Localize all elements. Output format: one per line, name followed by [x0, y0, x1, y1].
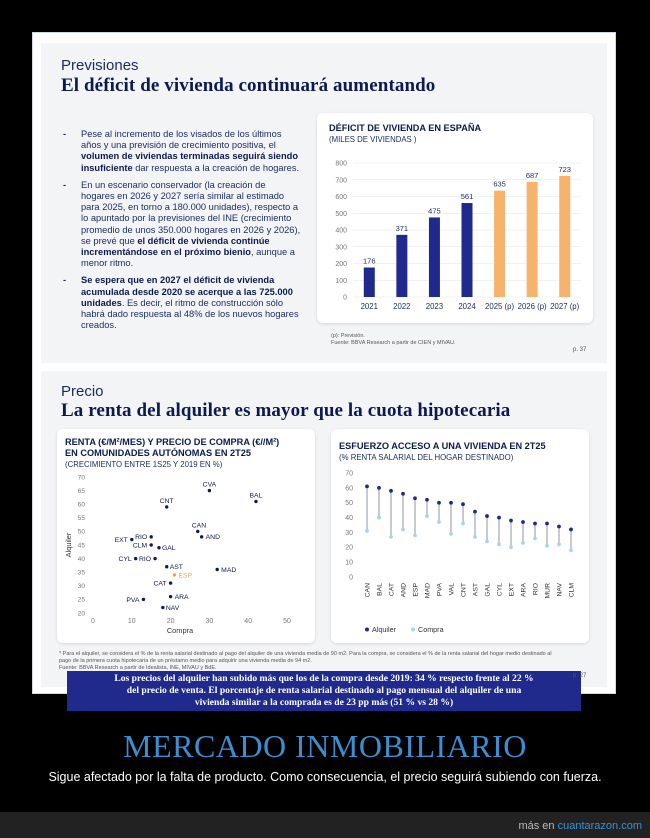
slide2-headline: La renta del alquiler es mayor que la cuota hipotecaria: [61, 400, 511, 421]
compra-point: [569, 548, 573, 552]
y-tick-label: 700: [335, 177, 347, 185]
alquiler-point: [461, 502, 465, 506]
point-label: BAL: [249, 492, 263, 500]
bullet-dash: -: [63, 275, 67, 286]
point-label: CAN: [191, 522, 207, 530]
bullet-item: [63, 129, 301, 174]
x-tick-label: CNT: [460, 583, 468, 597]
scatter-point: [130, 538, 133, 541]
effort-subtitle: (% RENTA SALARIAL DEL HOGAR DESTINADO): [339, 453, 514, 462]
x-tick-label: ESP: [412, 583, 420, 597]
scatter-point: [196, 530, 199, 533]
compra-point: [377, 516, 381, 520]
scatter-subtitle: (CRECIMIENTO ENTRE 1S25 Y 2019 EN %): [65, 460, 223, 469]
alquiler-point: [533, 522, 537, 526]
scatter-point: [173, 573, 176, 576]
compra-point: [413, 534, 417, 538]
bar-value-label: 635: [493, 179, 506, 189]
alquiler-point: [449, 501, 453, 505]
bar: [364, 268, 375, 297]
effort-title: ESFUERZO ACCESO A UNA VIVIENDA EN 2T25: [339, 441, 546, 451]
slide1-headline: El déficit de vivienda continuará aumentando: [61, 75, 436, 96]
x-tick-label: BAL: [376, 583, 384, 596]
x-tick-label: RIO: [532, 583, 540, 596]
x-tick-label: 10: [127, 618, 136, 625]
scatter-point: [153, 557, 156, 560]
compra-point: [437, 520, 441, 524]
scatter-point: [150, 543, 153, 546]
footer-bar: [0, 812, 650, 838]
scatter-point: [208, 489, 211, 492]
y-tick-label: 30: [77, 583, 85, 591]
x-tick-label: 2027 (p): [550, 302, 580, 311]
y-tick-label: 500: [335, 210, 347, 218]
point-label: CNT: [159, 497, 174, 505]
y-tick-label: 200: [335, 261, 347, 268]
y-tick-label: 50: [345, 500, 353, 508]
footer-site-link[interactable]: cuantarazon.com: [557, 820, 642, 832]
scatter-point: [157, 546, 160, 549]
bullet-dash: -: [63, 179, 67, 190]
bar-value-label: 176: [363, 256, 376, 266]
scatter-title-line-2: EN COMUNIDADES AUTÓNOMAS EN 2T25: [65, 448, 251, 458]
scatter-point: [161, 606, 164, 609]
compra-point: [401, 528, 405, 532]
alquiler-point: [545, 522, 549, 526]
alquiler-point: [401, 492, 405, 496]
bullet-dash: -: [63, 129, 67, 139]
x-tick-label: VAL: [448, 583, 456, 596]
alquiler-point: [569, 528, 573, 532]
compra-point: [497, 542, 501, 546]
scatter-point: [142, 598, 145, 601]
x-axis-label: Compra: [166, 626, 194, 635]
point-label: CAT: [153, 580, 167, 588]
x-tick-label: 2021: [360, 302, 378, 311]
scatter-point: [165, 505, 168, 508]
footer-prefix: más en: [518, 820, 558, 832]
deficit-chart-card: [317, 113, 593, 323]
y-tick-label: 300: [335, 244, 347, 252]
x-tick-label: 20: [166, 618, 175, 625]
compra-point: [509, 545, 513, 549]
legend-alquiler-marker: [365, 628, 369, 632]
y-tick-label: 55: [77, 515, 85, 523]
y-tick-label: 40: [345, 514, 353, 522]
compra-point: [485, 539, 489, 543]
slide2-note-3: Fuente: BBVA Research a partir de Idealista, INE, MIVAU y BdE.: [59, 665, 217, 671]
deficit-chart-subtitle: (MILES DE VIVIENDAS ): [329, 135, 417, 144]
slide-deficit: [41, 43, 607, 363]
alquiler-point: [413, 496, 417, 500]
bullet-text: Pese al incremento de los visados de los últimos años y una previsión de crecimiento positiva, el: [81, 129, 282, 151]
scatter-point: [150, 535, 153, 538]
bullet-bold-text: volumen de viviendas terminadas seguirá siendo insuficiente: [81, 151, 299, 173]
compra-point: [533, 536, 537, 540]
alquiler-point: [473, 510, 477, 514]
alquiler-point: [389, 489, 393, 493]
legend-compra-label: Compra: [418, 625, 444, 634]
point-label: RIO: [138, 556, 152, 563]
footer-text: [518, 820, 642, 832]
bullet-text: , aunque a menor ritmo.: [81, 247, 295, 269]
bullet-text: En un escenario conservador (la creación de hogares en 2026 y 2027 sería similar al estimado para 2025, en torno a 180.000 unidades), respecto a lo apuntado por la previsiones del INE (crecimiento promedio de unos 350.000 hogares en 2026 y 2026), se prevé que: [81, 179, 301, 246]
y-tick-label: 30: [345, 529, 353, 537]
bullet-list: [63, 129, 301, 337]
legend-compra-marker: [411, 628, 415, 632]
y-tick-label: 600: [335, 194, 347, 201]
alquiler-point: [377, 486, 381, 490]
bar-value-label: 687: [525, 170, 539, 180]
slide2-note-2: pago de la primera cuota hipotecaria de un préstamo medio para adquirir una vivienda media de 94 m2.: [59, 658, 312, 664]
compra-point: [389, 535, 393, 539]
deficit-bar-chart: [317, 113, 593, 323]
y-tick-label: 100: [335, 277, 347, 285]
bar: [559, 176, 570, 297]
bar-value-label: 371: [395, 223, 409, 233]
caption-text: Sigue afectado por la falta de producto. Como consecuencia, el precio seguirá subiendo con fuerza.: [48, 770, 602, 784]
alquiler-point: [497, 516, 501, 520]
alquiler-point: [509, 519, 513, 523]
x-tick-label: NAV: [556, 583, 564, 597]
deficit-chart-title: DÉFICIT DE VIVIENDA EN ESPAÑA: [329, 123, 482, 133]
compra-point: [461, 522, 465, 526]
y-tick-label: 800: [335, 160, 347, 168]
x-tick-label: 0: [91, 618, 95, 625]
slide2-kicker: Precio: [61, 383, 104, 400]
legend-alquiler-label: Alquiler: [372, 625, 396, 634]
slides-frame: [32, 32, 616, 708]
x-tick-label: 2022: [393, 302, 411, 311]
y-tick-label: 50: [77, 528, 85, 536]
scatter-point: [169, 581, 172, 584]
x-tick-label: 30: [205, 618, 214, 625]
scatter-point: [254, 500, 257, 503]
scatter-point: [215, 568, 218, 571]
bar: [494, 191, 505, 297]
bullet-bold-text: Se espera que en 2027 el déficit de vivienda acumulada desde 2020 se acerque a las 725.000 unidades: [81, 275, 293, 308]
scatter-point: [134, 557, 137, 560]
alquiler-point: [521, 520, 525, 524]
y-tick-label: 10: [345, 559, 353, 567]
point-label: CYL: [118, 556, 132, 563]
y-tick-label: 0: [349, 574, 353, 582]
compra-point: [473, 535, 477, 539]
x-tick-label: CAN: [364, 583, 372, 598]
bar: [527, 182, 538, 297]
x-tick-label: ARA: [520, 583, 528, 597]
caption-title: MERCADO INMOBILIARIO: [123, 728, 527, 764]
slide1-kicker: Previsiones: [61, 57, 139, 74]
scatter-card: [57, 429, 315, 643]
x-tick-label: AND: [400, 583, 408, 598]
scatter-point: [200, 535, 203, 538]
point-label: ESP: [178, 572, 193, 580]
x-tick-label: 2025 (p): [485, 302, 515, 311]
y-axis-label: Alquiler: [64, 532, 73, 558]
alquiler-point: [485, 514, 489, 518]
point-label: AST: [169, 564, 183, 572]
y-tick-label: 25: [77, 596, 85, 604]
x-tick-label: MUR: [544, 583, 552, 599]
point-label: ARA: [174, 594, 189, 602]
bar: [462, 203, 473, 297]
point-label: NAV: [165, 604, 180, 612]
compra-point: [449, 532, 453, 536]
compra-point: [557, 542, 561, 546]
banner-line-2: del precio de venta. El porcentaje de renta salarial destinado al pago mensual del alquiler de una: [126, 685, 522, 696]
scatter-title-line-1: RENTA (€/M²/MES) Y PRECIO DE COMPRA (€//M²): [65, 437, 280, 447]
x-tick-label: GAL: [484, 583, 492, 597]
point-label: MAD: [221, 566, 237, 574]
point-label: GAL: [161, 545, 176, 553]
y-tick-label: 400: [335, 227, 347, 235]
x-tick-label: AST: [472, 583, 480, 597]
bullet-text: . Es decir, el ritmo de construcción sólo habrá dado respuesta al 48% de los nuevos hogares creados.: [81, 297, 299, 331]
y-tick-label: 0: [343, 294, 347, 302]
point-label: CLM: [132, 542, 148, 550]
x-tick-label: 50: [283, 618, 291, 625]
slide-rent: [41, 371, 607, 708]
y-tick-label: 35: [77, 569, 85, 577]
bar: [396, 235, 407, 297]
compra-point: [521, 541, 525, 545]
scatter-point: [169, 595, 172, 598]
slide1-page-number: p. 37: [573, 347, 587, 353]
x-tick-label: 2024: [458, 302, 476, 311]
x-tick-label: PVA: [436, 583, 444, 597]
y-tick-label: 45: [77, 542, 85, 550]
slide1-note-2: Fuente: BBVA Research a partir de CIEN y MIVAU.: [331, 340, 456, 346]
slide2-page-number: p. 27: [573, 673, 587, 679]
alquiler-point: [425, 498, 429, 502]
point-label: PVA: [126, 596, 140, 604]
x-tick-label: 2026 (p): [517, 302, 547, 311]
effort-chart: [331, 429, 589, 643]
alquiler-point: [365, 484, 369, 488]
y-tick-label: 20: [345, 544, 353, 552]
x-tick-label: 2023: [425, 302, 444, 311]
point-label: EXT: [114, 536, 128, 544]
effort-card: [331, 429, 589, 643]
y-tick-label: 70: [77, 474, 85, 482]
bar-value-label: 475: [428, 206, 441, 216]
bullet-item: [63, 275, 301, 331]
x-tick-label: 40: [244, 618, 253, 625]
scatter-chart: [57, 429, 315, 643]
point-label: CVA: [202, 481, 217, 489]
bar-value-label: 561: [460, 192, 474, 202]
y-tick-label: 70: [345, 470, 353, 478]
y-tick-label: 20: [77, 610, 85, 618]
x-tick-label: CYL: [496, 583, 504, 597]
slide2-note-1: * Para el alquiler, se considera el % de la renta salarial destinado al pago del alquiler de una vivienda media de 90 m2. Para la compra, se considera el % de la renta salarial del hogar medio destinado al: [59, 651, 552, 657]
y-tick-label: 65: [77, 487, 85, 495]
y-tick-label: 60: [77, 501, 85, 509]
bar: [429, 217, 440, 297]
x-tick-label: MAD: [424, 583, 432, 599]
x-tick-label: CAT: [388, 583, 396, 597]
point-label: RIO: [135, 534, 148, 542]
bullet-bold-text: el déficit de vivienda continúe incrementándose en el próximo bienio: [81, 235, 270, 258]
compra-point: [365, 529, 369, 533]
slide1-note-1: (p): Previsión.: [331, 333, 365, 339]
scatter-point: [165, 565, 168, 568]
bullet-item: [63, 180, 301, 270]
banner-line-3: vivienda similar a la comprada es de 23 pp más (51 % vs 28 %): [194, 697, 454, 708]
x-tick-label: EXT: [508, 583, 516, 597]
conclusion-banner: [67, 671, 581, 711]
banner-line-1: Los precios del alquiler han subido más que los de la compra desde 2019: 34 % respecto frente al 22 %: [114, 673, 534, 684]
compra-point: [545, 544, 549, 548]
point-label: AND: [205, 534, 220, 542]
alquiler-point: [557, 525, 561, 529]
alquiler-point: [437, 501, 441, 505]
y-tick-label: 60: [345, 485, 353, 493]
bullet-text: dar respuesta a la creación de hogares.: [132, 162, 300, 173]
compra-point: [425, 514, 429, 518]
x-tick-label: CLM: [568, 583, 576, 598]
y-tick-label: 40: [77, 555, 85, 563]
bar-value-label: 723: [558, 164, 571, 174]
